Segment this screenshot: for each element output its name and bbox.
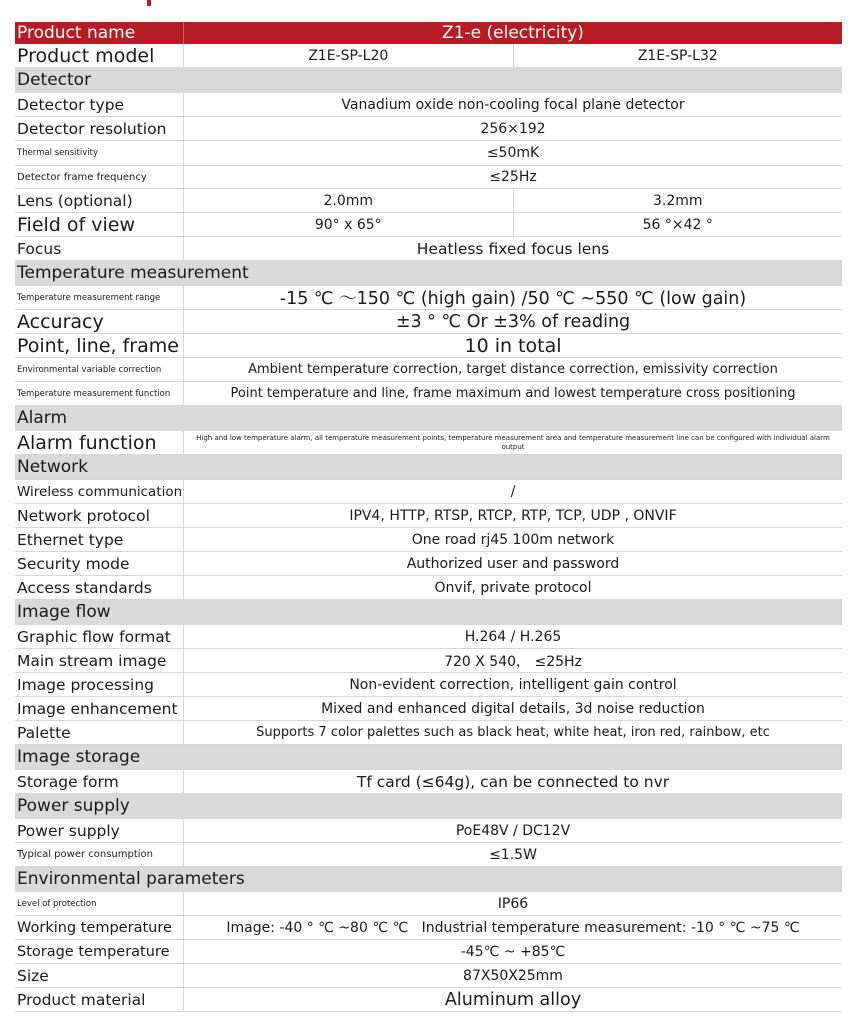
row-value: Tf card (≤64g), can be connected to nvr (356, 772, 670, 791)
row-value: High and low temperature alarm, all temperature measurement points, temperature measurement area and temperature measurement line can be configured with individual alarm output (196, 433, 830, 451)
row-value: One road rj45 100m network (411, 531, 615, 548)
row-label: Size (15, 964, 184, 987)
fov-value-1: 90° x 65° (314, 216, 382, 233)
row-value: -45℃ ~ +85℃ (460, 943, 566, 960)
row-label: Detector resolution (15, 117, 184, 140)
spec-row (15, 673, 842, 697)
spec-row (15, 358, 842, 382)
spec-row (15, 504, 842, 528)
spec-row (15, 819, 842, 843)
row-value: / (510, 483, 516, 500)
row-value: 720 X 540， ≤25Hz (444, 653, 582, 670)
spec-row (15, 237, 842, 261)
row-label: Working temperature (15, 916, 184, 939)
row-label: Security mode (15, 552, 184, 575)
row-label: Palette (15, 721, 184, 744)
row-label: Power supply (15, 819, 184, 842)
spec-row (15, 940, 842, 964)
row-value: Non-evident correction, intelligent gain control (349, 676, 677, 693)
spec-row (15, 213, 842, 237)
section-alarm: Alarm (15, 406, 842, 431)
row-label: Focus (15, 237, 184, 260)
row-label: Image enhancement (15, 697, 184, 720)
row-label: Level of protection (15, 892, 184, 915)
spec-table (15, 22, 842, 1012)
spec-row (15, 93, 842, 117)
product-name-label: Product name (15, 22, 184, 44)
row-label: Product model (15, 44, 184, 67)
spec-row (15, 310, 842, 334)
spec-row (15, 141, 842, 166)
row-value: Heatless fixed focus lens (416, 239, 610, 258)
section-image-flow: Image flow (15, 600, 842, 625)
section-temperature: Temperature measurement (15, 261, 842, 286)
row-label: Lens (optional) (15, 189, 184, 212)
spec-row (15, 988, 842, 1012)
spec-row (15, 528, 842, 552)
row-value: H.264 / H.265 (464, 628, 562, 645)
row-value: Vanadium oxide non-cooling focal plane detector (341, 96, 685, 113)
row-value: Ambient temperature correction, target distance correction, emissivity correction (248, 362, 778, 377)
spec-row (15, 166, 842, 189)
row-label: Alarm function (15, 431, 184, 454)
row-value: ≤1.5W (489, 846, 537, 863)
row-value: Authorized user and password (406, 555, 620, 572)
product-name-value: Z1-e (electricity) (442, 23, 584, 43)
section-detector: Detector (15, 68, 842, 93)
row-value: IPV4, HTTP, RTSP, RTCP, RTP, TCP, UDP , ONVIF (349, 507, 677, 524)
spec-row (15, 625, 842, 649)
spec-row (15, 382, 842, 406)
row-value: Image: -40 ° ℃ ~80 ℃ ℃ Industrial temperature measurement: -10 ° ℃ ~75 ℃ (226, 919, 800, 936)
row-label: Detector frame frequency (15, 166, 184, 188)
row-label: Wireless communication (15, 480, 184, 503)
row-label: Graphic flow format (15, 625, 184, 648)
spec-row (15, 916, 842, 940)
row-label: Storage temperature (15, 940, 184, 963)
lens-value-1: 2.0mm (323, 192, 374, 209)
spec-row (15, 964, 842, 988)
section-network: Network (15, 455, 842, 480)
row-value: IP66 (497, 895, 529, 912)
section-power-supply: Power supply (15, 794, 842, 819)
row-label: Network protocol (15, 504, 184, 527)
row-label: Main stream image (15, 649, 184, 672)
row-value: 256×192 (480, 120, 546, 137)
section-environment: Environmental parameters (15, 867, 842, 892)
spec-row (15, 721, 842, 745)
row-value: ±3 ° ℃ Or ±3% of reading (395, 311, 631, 332)
row-value: -15 ℃ ～150 ℃ (high gain) /50 ℃ ~550 ℃ (low gain) (279, 289, 747, 309)
spec-row (15, 892, 842, 916)
spec-row (15, 480, 842, 504)
row-label: Detector type (15, 93, 184, 116)
row-value: Aluminum alloy (444, 989, 582, 1010)
row-value: 10 in total (464, 334, 562, 357)
spec-row (15, 431, 842, 455)
row-label: Accuracy (15, 310, 184, 333)
spec-row (15, 770, 842, 794)
row-label: Temperature measurement range (15, 286, 184, 309)
product-name-row (15, 22, 842, 44)
spec-row (15, 286, 842, 310)
row-value: Onvif, private protocol (434, 579, 592, 596)
row-value: ≤25Hz (489, 169, 537, 185)
row-label: Storage form (15, 770, 184, 793)
row-value: Mixed and enhanced digital details, 3d noise reduction (321, 700, 705, 717)
product-model-row (15, 44, 842, 68)
spec-row (15, 334, 842, 358)
row-label: Access standards (15, 576, 184, 599)
row-value: 87X50X25mm (463, 967, 563, 984)
row-value: Point temperature and line, frame maximum and lowest temperature cross positioning (230, 386, 796, 401)
row-value: Supports 7 color palettes such as black heat, white heat, iron red, rainbow, etc (256, 725, 770, 740)
spec-row (15, 117, 842, 141)
row-label: Temperature measurement function (15, 382, 184, 405)
row-value: ≤50mK (486, 145, 540, 161)
row-label: Environmental variable correction (15, 358, 184, 381)
row-label: Thermal sensitivity (15, 141, 184, 165)
row-label: Ethernet type (15, 528, 184, 551)
lens-value-2: 3.2mm (513, 189, 843, 212)
row-label: Field of view (15, 213, 184, 236)
spec-row (15, 843, 842, 867)
spec-row (15, 189, 842, 213)
spec-row (15, 649, 842, 673)
fov-value-2: 56 °×42 ° (513, 213, 843, 236)
spec-row (15, 552, 842, 576)
section-image-storage: Image storage (15, 745, 842, 770)
row-label: Image processing (15, 673, 184, 696)
title-fragment (147, 0, 151, 6)
row-label: Point, line, frame (15, 334, 184, 357)
spec-row (15, 576, 842, 600)
model-value-1: Z1E-SP-L20 (308, 47, 389, 64)
row-label: Typical power consumption (15, 843, 184, 866)
model-value-2: Z1E-SP-L32 (513, 44, 843, 67)
row-value: PoE48V / DC12V (455, 822, 571, 839)
spec-row (15, 697, 842, 721)
row-label: Product material (15, 988, 184, 1011)
